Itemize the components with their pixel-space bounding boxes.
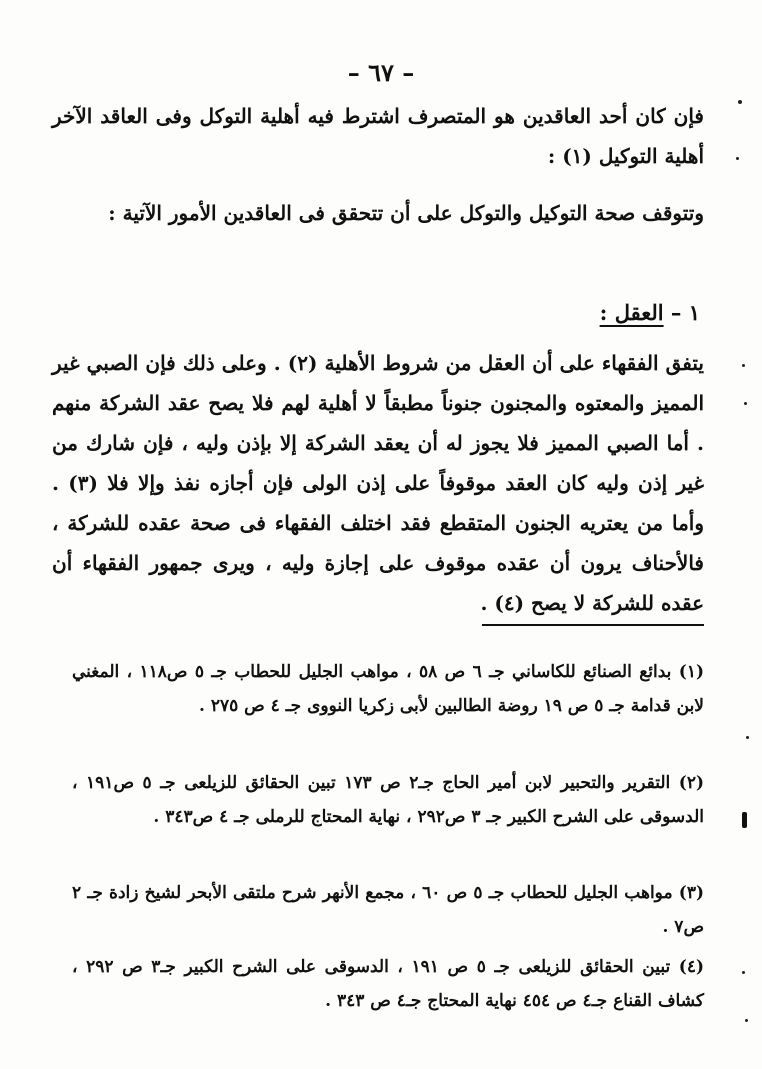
scan-speck <box>736 157 739 160</box>
page-number: – ٦٧ – <box>347 58 415 87</box>
footnote-divider <box>482 624 704 626</box>
footnote-2: (٢) التقرير والتحبير لابن أمير الحاج جـ٢ ص ١٧٣ تبين الحقائق للزيلعى جـ ٥ ص١٩١ ، الدسوقى على الشرح الكبير جـ ٣ ص٢٩٢ ، نهاية المحتاج للرملى جـ ٤ ص٣٤٣ . <box>72 773 705 827</box>
section-number: ١ – <box>670 300 700 325</box>
footnote-3: (٣) مواهب الجليل للحطاب جـ ٥ ص ٦٠ ، مجمع الأنهر شرح ملتقى الأبحر لشيخ زادة جـ ٢ ص٧ . <box>72 883 704 937</box>
scan-speck <box>745 1019 748 1022</box>
paragraph-intro: فإن كان أحد العاقدين هو المتصرف اشترط فيه أهلية التوكل وفى العاقد الآخر أهلية التوكيل (١) : <box>52 104 704 168</box>
footnote-4: (٤) تبين الحقائق للزيلعى جـ ٥ ص ١٩١ ، الدسوقى على الشرح الكبير جـ٣ ص ٢٩٢ ، كشاف القناع جـ٤ ص ٤٥٤ نهاية المحتاج جـ٤ ص ٣٤٣ . <box>72 957 705 1011</box>
scan-speck <box>746 736 749 739</box>
footnote-1: (١) بدائع الصنائع للكاساني جـ ٦ ص ٥٨ ، مواهب الجليل للحطاب جـ ٥ ص١١٨ ، المغني لابن قدامة جـ ٥ ص ١٩ روضة الطالبين لأبى زكريا النووى جـ ٤ ص ٢٧٥ . <box>72 662 705 716</box>
scan-speck <box>742 971 745 974</box>
scan-speck <box>738 100 742 104</box>
scan-speck <box>742 812 747 828</box>
section-heading <box>600 293 700 333</box>
scan-speck <box>744 402 747 405</box>
section-body: يتفق الفقهاء على أن العقل من شروط الأهلية (٢) . وعلى ذلك فإن الصبي غير المميز والمعتوه والمجنون جنوناً مطبقاً لا أهلية لهم فلا يصح عقد الشركة منهم . أما الصبي المميز فلا يجوز له أن يعقد الشركة إلا بإذن وليه ، فإن شارك من غير إذن وليه كان العقد موقوفاً على إذن الولى فإن أجازه نفذ وإلا فلا (٣) . وأما من يعتريه الجنون المتقطع فقد اختلف الفقهاء فى صحة عقده للشركة ، فالأحناف يرون أن عقده موقوف على إجازة وليه ، ويرى جمهور الفقهاء أن عقده للشركة لا يصح (٤) . <box>52 351 705 615</box>
scan-speck <box>742 364 745 367</box>
paragraph-conditions: وتتوقف صحة التوكيل والتوكل على أن تتحقق فى العاقدين الأمور الآتية : <box>108 201 704 225</box>
section-title: العقل : <box>599 300 664 325</box>
